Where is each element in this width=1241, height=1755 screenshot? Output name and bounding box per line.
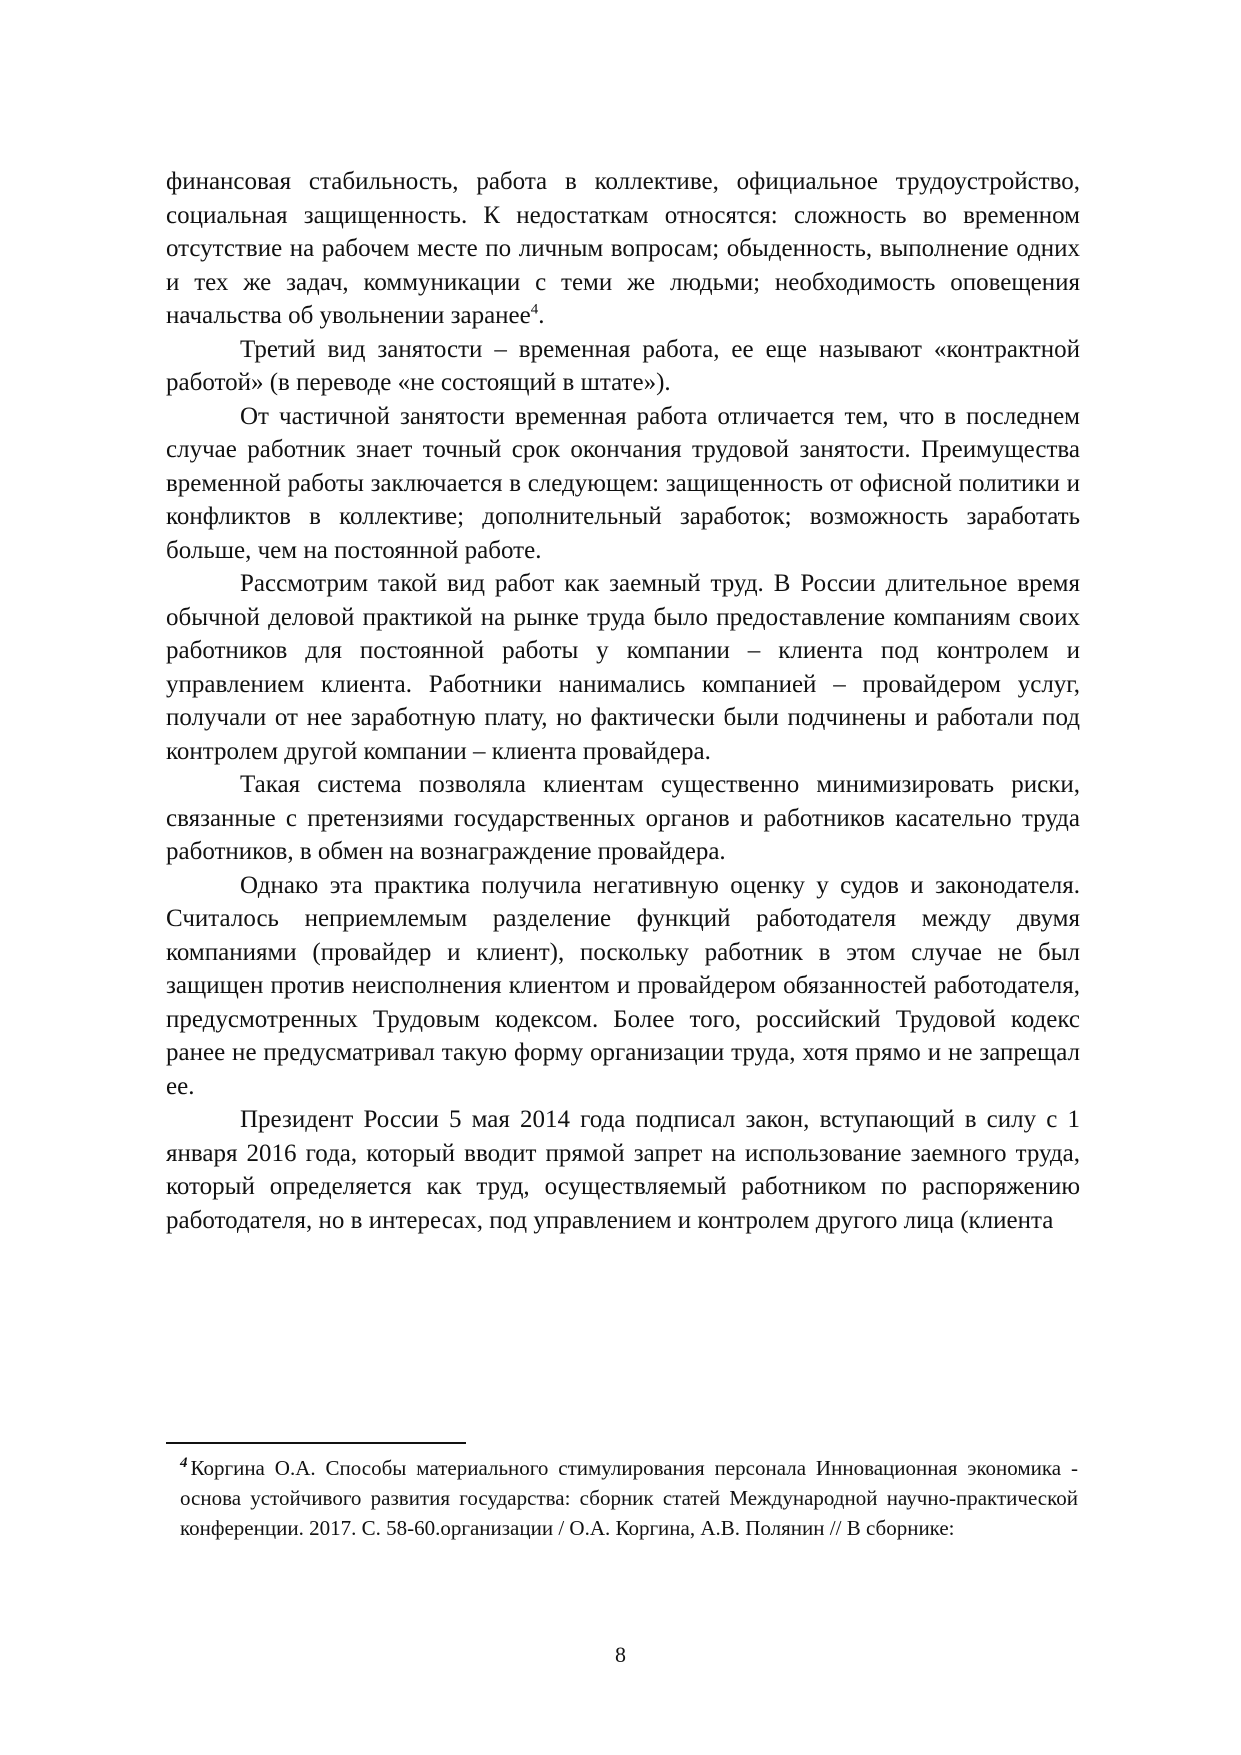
paragraph-7: Президент России 5 мая 2014 года подписал закон, вступающий в силу с 1 января 2016 года, который вводит прямой запрет на использование заемного труда, который определяется как труд, осуществляемый работником по распоряжению работодателя, но в интересах, под управлением и контролем другого лица (клиента	[166, 1106, 1080, 1234]
footnote-divider	[166, 1442, 466, 1444]
footnote-reference[interactable]: 4	[530, 301, 539, 318]
paragraph-1-text: финансовая стабильность, работа в коллективе, официальное трудоустройство, социальная защищенность. К недостаткам относятся: сложность во временном отсутствие на рабочем месте по личным вопросам; обыденность, выполнение одних и тех же задач, коммуникации с теми же людьми; необходимость оповещения начальства об увольнении заранее	[166, 168, 1080, 329]
paragraph-1-end: .	[538, 302, 545, 329]
paragraph-2: Третий вид занятости – временная работа, ее еще называют «контрактной работой» (в переводе «не состоящий в штате»).	[166, 335, 1080, 396]
paragraph-3: От частичной занятости временная работа отличается тем, что в последнем случае работник знает точный срок окончания трудовой занятости. Преимущества временной работы заключается в следующем: защищенность от офисной политики и конфликтов в коллективе; дополнительный заработок; возможность заработать больше, чем на постоянной работе.	[166, 402, 1080, 564]
paragraph-6: Однако эта практика получила негативную оценку у судов и законодателя. Считалось неприемлемым разделение функций работодателя между двумя компаниями (провайдер и клиент), поскольку работник в этом случае не был защищен против неисполнения клиентом и провайдером обязанностей работодателя, предусмотренных Трудовым кодексом. Более того, российский Трудовой кодекс ранее не предусматривал такую форму организации труда, хотя прямо и не запрещал ее.	[166, 871, 1080, 1100]
page-number: 8	[615, 1642, 626, 1667]
footnote	[180, 1453, 1078, 1543]
footnote-text: Коргина О.А. Способы материального стимулирования персонала Инновационная экономика - основа устойчивого развития государства: сборник статей Международной научно-практической конференции. 2017. С. 58-60.организации / О.А. Коргина, А.В. Полянин // В сборнике:	[180, 1456, 1078, 1540]
paragraph-1	[166, 165, 1080, 333]
paragraph-4: Рассмотрим такой вид работ как заемный труд. В России длительное время обычной деловой практикой на рынке труда было предоставление компаниям своих работников для постоянной работы у компании – клиента под контролем и управлением клиента. Работники нанимались компанией – провайдером услуг, получали от нее заработную плату, но фактически были подчинены и работали под контролем другой компании – клиента провайдера.	[166, 570, 1080, 765]
body-text	[166, 165, 1080, 1237]
footnote-number: 4	[180, 1455, 188, 1471]
paragraph-5: Такая система позволяла клиентам существенно минимизировать риски, связанные с претензиями государственных органов и работников касательно труда работников, в обмен на вознаграждение провайдера.	[166, 771, 1080, 865]
